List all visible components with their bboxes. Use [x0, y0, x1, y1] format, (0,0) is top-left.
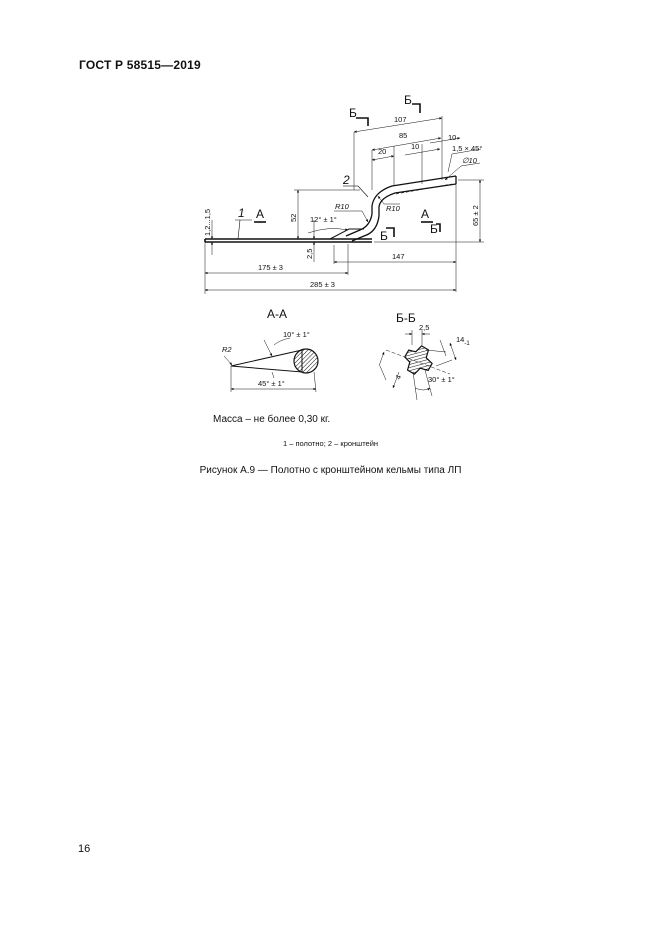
dim-r10-left: R10 — [335, 202, 349, 211]
mass-note: Масса – не более 0,30 кг. — [213, 414, 331, 425]
section-bb — [379, 330, 456, 400]
main-view-labels — [203, 93, 482, 289]
dim-85: 85 — [399, 131, 408, 140]
dim-52: 52 — [289, 213, 298, 222]
dim-chamfer: 1,5 × 45° — [452, 144, 483, 153]
dim-10-inner: 10 — [411, 142, 420, 151]
figure-legend: 1 – полотно; 2 – кронштейн — [282, 439, 379, 448]
dim-175: 175 ± 3 — [258, 263, 283, 272]
aa-angle-10: 10° ± 1° — [283, 330, 310, 339]
item-2-label: 2 — [343, 173, 350, 187]
aa-angle-45: 45° ± 1° — [258, 379, 285, 388]
dim-thickness: 1,2...1,5 — [203, 208, 212, 236]
section-a-mark-right: А — [421, 207, 430, 221]
dim-147: 147 — [392, 252, 405, 261]
bb-dim-4: 4 — [393, 373, 404, 381]
section-aa-title: А-А — [267, 307, 288, 321]
main-view — [205, 104, 484, 294]
section-b-mark-bottom-left: Б — [380, 229, 388, 243]
section-b-mark-bottom-right: Б — [430, 222, 438, 236]
aa-r2: R2 — [222, 345, 232, 354]
dim-r10-right: R10 — [386, 204, 400, 213]
item-1-label: 1 — [238, 206, 245, 220]
dim-65: 65 ± 2 — [471, 205, 480, 226]
page-number: 16 — [78, 843, 91, 855]
dim-10-outer: 10 — [448, 133, 457, 142]
bb-dim-14: $14_{-1}$ — [456, 335, 470, 347]
dim-2-5: 2,5 — [305, 248, 314, 259]
dim-20: 20 — [378, 147, 387, 156]
bb-dim-2-5: 2,5 — [419, 323, 430, 332]
dim-285: 285 ± 3 — [310, 280, 335, 289]
dim-angle-12: 12° ± 1° — [310, 215, 337, 224]
dim-107: 107 — [394, 115, 407, 124]
section-b-mark-top-right: Б — [404, 93, 412, 107]
section-b-mark-top-left: Б — [349, 106, 357, 120]
bb-angle-30: 30° ± 1° — [428, 375, 455, 384]
technical-drawing — [0, 0, 661, 420]
section-bb-title: Б-Б — [396, 311, 416, 325]
document-header: ГОСТ Р 58515—2019 — [79, 58, 201, 72]
dim-diameter: ∅10 — [462, 156, 477, 165]
figure-caption: Рисунок А.9 — Полотно с кронштейном кельмы типа ЛП — [199, 465, 462, 476]
section-a-mark-left: А — [256, 207, 265, 221]
